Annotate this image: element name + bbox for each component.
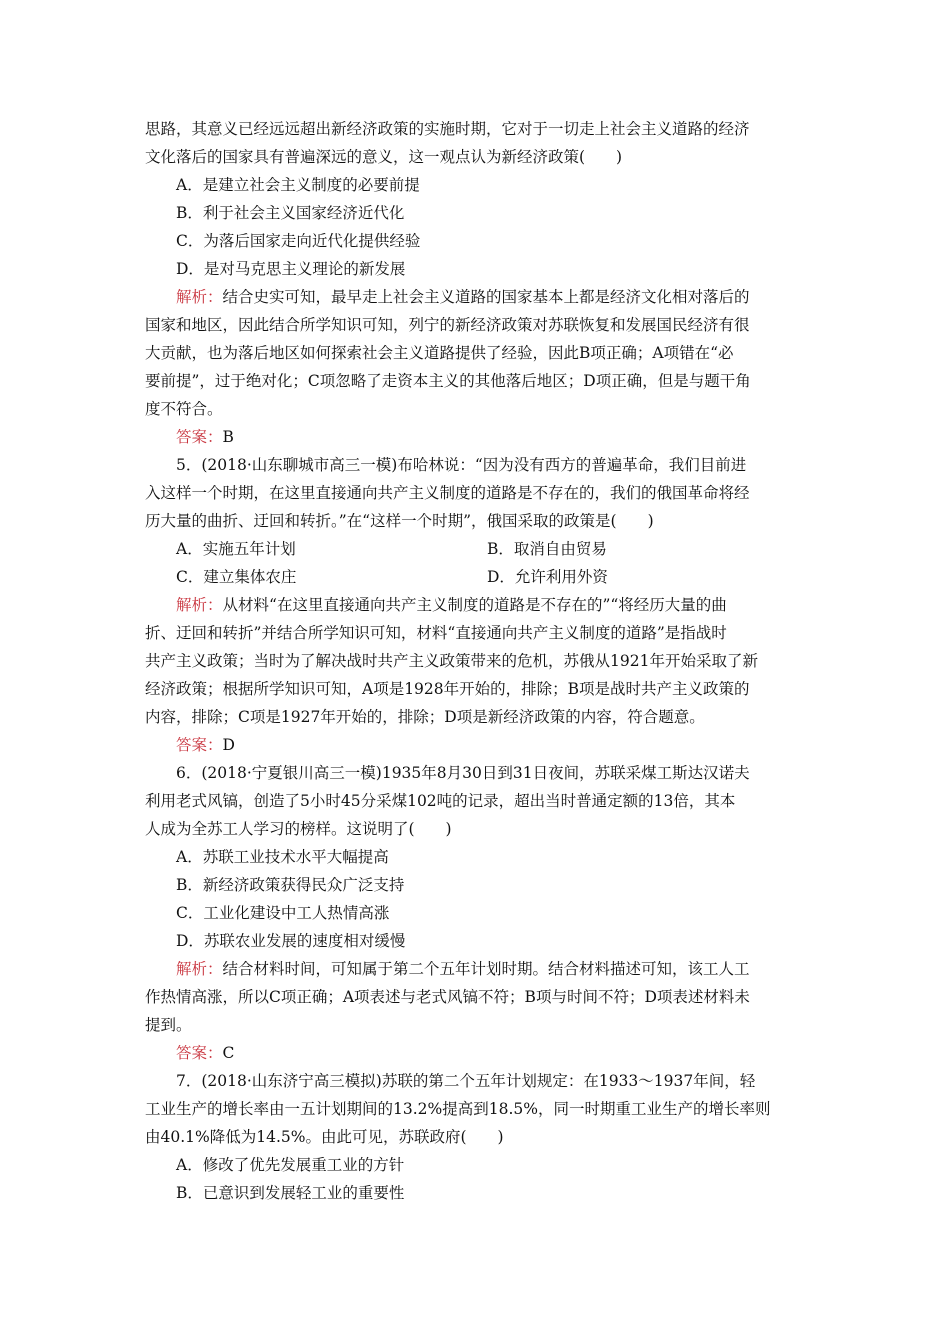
answer-value: C [222, 1044, 235, 1062]
question-stem-line: 利用老式风镐，创造了5小时45分采煤102吨的记录，超出当时普通定额的13倍，其本 [145, 792, 736, 810]
analysis-line: 内容，排除；C项是1927年开始的，排除；D项是新经济政策的内容，符合题意。 [145, 708, 705, 726]
option-c: C．工业化建设中工人热情高涨 [176, 904, 390, 922]
answer-label: 答案： [176, 736, 223, 754]
option-d: D．是对马克思主义理论的新发展 [176, 260, 406, 278]
question-4 [145, 115, 810, 451]
option-c: C．建立集体农庄 [176, 568, 297, 586]
analysis-line: 共产主义政策；当时为了解决战时共产主义政策带来的危机，苏俄从1921年开始采取了新 [145, 652, 758, 670]
analysis-line: 折、迂回和转折”并结合所学知识可知，材料“直接通向共产主义制度的道路”是指战时 [145, 624, 727, 642]
option-b: B．已意识到发展轻工业的重要性 [176, 1184, 405, 1202]
question-stem-line: 5．(2018·山东聊城市高三一模)布哈林说：“因为没有西方的普遍革命，我们目前进 [176, 456, 747, 474]
question-stem-line: 7．(2018·山东济宁高三模拟)苏联的第二个五年计划规定：在1933～1937年间，轻 [176, 1072, 756, 1090]
analysis-line [145, 283, 810, 311]
question-5 [145, 451, 810, 759]
answer-value: B [222, 428, 234, 446]
analysis-line: 作热情高涨，所以C项正确；A项表述与老式风镐不符；B项与时间不符；D项表述材料未 [145, 988, 750, 1006]
option-c: C．为落后国家走向近代化提供经验 [176, 232, 421, 250]
question-stem-line: 6．(2018·宁夏银川高三一模)1935年8月30日到31日夜间，苏联采煤工斯达汉诺夫 [176, 764, 750, 782]
option-b: B．利于社会主义国家经济近代化 [176, 204, 405, 222]
analysis-label: 解析： [176, 288, 223, 306]
option-row [145, 563, 810, 591]
option-b: B．取消自由贸易 [487, 540, 607, 558]
question-7 [145, 1067, 810, 1207]
answer-line [145, 731, 810, 759]
question-stem-line: 人成为全苏工人学习的榜样。这说明了( ) [145, 820, 452, 838]
option-b: B．新经济政策获得民众广泛支持 [176, 876, 405, 894]
analysis-label: 解析： [176, 596, 223, 614]
analysis-line: 大贡献，也为落后地区如何探索社会主义道路提供了经验，因此B项正确；A项错在“必 [145, 344, 734, 362]
answer-value: D [222, 736, 235, 754]
analysis-line: 国家和地区，因此结合所学知识可知，列宁的新经济政策对苏联恢复和发展国民经济有很 [145, 316, 750, 334]
question-stem-line: 思路，其意义已经远远超出新经济政策的实施时期，它对于一切走上社会主义道路的经济 [145, 120, 750, 138]
analysis-line: 经济政策；根据所学知识可知，A项是1928年开始的，排除；B项是战时共产主义政策的 [145, 680, 750, 698]
analysis-line: 提到。 [145, 1016, 192, 1034]
answer-label: 答案： [176, 428, 223, 446]
answer-line [145, 423, 810, 451]
option-a: A．实施五年计划 [176, 540, 296, 558]
option-a: A．修改了优先发展重工业的方针 [176, 1156, 405, 1174]
option-row [145, 535, 810, 563]
analysis-label: 解析： [176, 960, 223, 978]
question-stem-line: 由40.1%降低为14.5%。由此可见，苏联政府( ) [145, 1128, 504, 1146]
analysis-text: 结合史实可知，最早走上社会主义道路的国家基本上都是经济文化相对落后的 [222, 288, 750, 306]
question-stem-line: 历大量的曲折、迂回和转折。”在“这样一个时期”，俄国采取的政策是( ) [145, 512, 654, 530]
question-stem-line: 工业生产的增长率由一五计划期间的13.2%提高到18.5%，同一时期重工业生产的增长率则 [145, 1100, 771, 1118]
analysis-line [145, 955, 810, 983]
analysis-text: 从材料“在这里直接通向共产主义制度的道路是不存在的”“将经历大量的曲 [222, 596, 727, 614]
question-stem-line: 文化落后的国家具有普遍深远的意义，这一观点认为新经济政策( ) [145, 148, 623, 166]
analysis-line: 度不符合。 [145, 400, 223, 418]
option-d: D．允许利用外资 [487, 568, 608, 586]
option-a: A．是建立社会主义制度的必要前提 [176, 176, 420, 194]
answer-line [145, 1039, 810, 1067]
analysis-line: 要前提”，过于绝对化；C项忽略了走资本主义的其他落后地区；D项正确，但是与题干角 [145, 372, 751, 390]
document-page [145, 115, 810, 1207]
option-d: D．苏联农业发展的速度相对缓慢 [176, 932, 406, 950]
analysis-text: 结合材料时间，可知属于第二个五年计划时期。结合材料描述可知，该工人工 [222, 960, 750, 978]
answer-label: 答案： [176, 1044, 223, 1062]
question-stem-line: 入这样一个时期，在这里直接通向共产主义制度的道路是不存在的，我们的俄国革命将经 [145, 484, 750, 502]
question-6 [145, 759, 810, 1067]
option-a: A．苏联工业技术水平大幅提高 [176, 848, 389, 866]
analysis-line [145, 591, 810, 619]
